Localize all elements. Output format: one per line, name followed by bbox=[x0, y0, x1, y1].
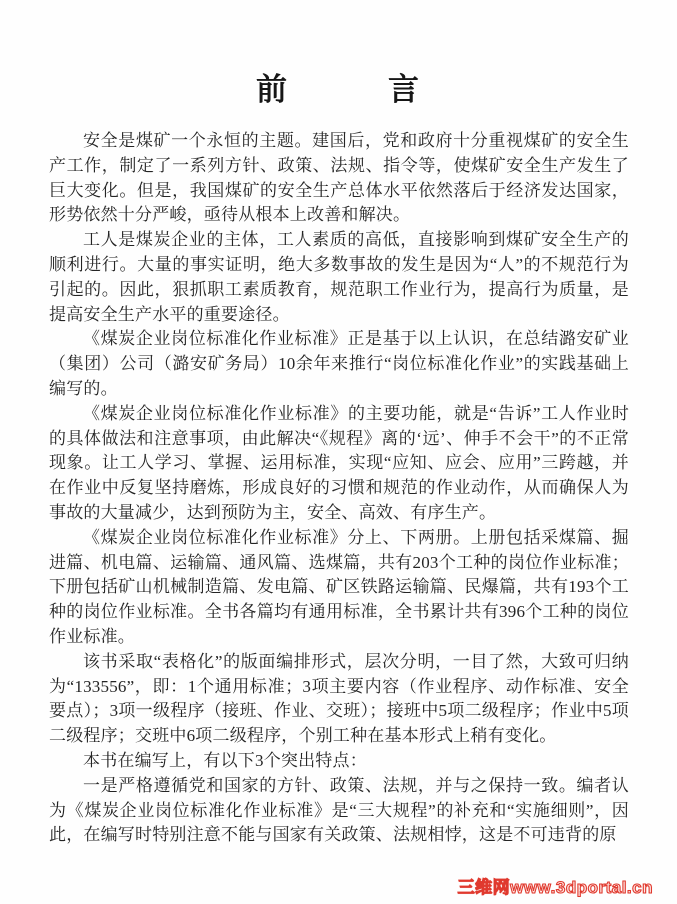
page-title: 前 言 bbox=[256, 72, 421, 107]
paragraph: 《煤炭企业岗位标准化作业标准》正是基于以上认识，在总结潞安矿业（集团）公司（潞安矿务局）10余年来推行“岗位标准化作业”的实践基础上编写的。 bbox=[49, 329, 629, 398]
paragraph: 一是严格遵循党和国家的方针、政策、法规，并与之保持一致。编者认为《煤炭企业岗位标准化作业标准》是“三大规程”的补充和“实施细则”，因此，在编写时特别注意不能与国家有关政策、法规相悖，这是不可违背的原 bbox=[49, 775, 629, 845]
paragraph: 本书在编写上，有以下3个突出特点： bbox=[83, 750, 367, 770]
paragraph: 该书采取“表格化”的版面编排形式，层次分明，一目了然，大致可归纳为“133556”，即：1个通用标准；3项主要内容（作业程序、动作标准、安全要点）；3项一级程序（接班、作业、交班）；接班中5项二级程序；作业中5项二级程序；交班中6项二级程序，个别工种在基本形式上稍有变化。 bbox=[49, 651, 629, 746]
paragraph: 工人是煤炭企业的主体，工人素质的高低，直接影响到煤矿安全生产的顺利进行。大量的事实证明，绝大多数事故的发生是因为“人”的不规范行为引起的。因此，狠抓职工素质教育，规范职工作业行为，提高行为质量，是提高安全生产水平的重要途径。 bbox=[49, 230, 629, 324]
paragraph: 安全是煤矿一个永恒的主题。建国后，党和政府十分重视煤矿的安全生产工作，制定了一系列方针、政策、法规、指令等，使煤矿安全生产发生了巨大变化。但是，我国煤矿的安全生产总体水平依然落后于经济发达国家，形势依然十分严峻，亟待从根本上改善和解决。 bbox=[49, 131, 629, 225]
paragraph: 《煤炭企业岗位标准化作业标准》的主要功能，就是“告诉”工人作业时的具体做法和注意事项，由此解决“《规程》离的‘远’、伸手不会干”的不正常现象。让工人学习、掌握、运用标准，实现“应知、应会、应用”三跨越，并在作业中反复坚持磨炼，形成良好的习惯和规范的作业动作，从而确保人为事故的大量减少，达到预防为主，安全、高效、有序生产。 bbox=[49, 403, 629, 522]
preface-body bbox=[49, 129, 629, 848]
paragraph: 《煤炭企业岗位标准化作业标准》分上、下两册。上册包括采煤篇、掘进篇、机电篇、运输篇、通风篇、选煤篇，共有203个工种的岗位作业标准；下册包括矿山机械制造篇、发电篇、矿区铁路运输篇、民爆篇，共有193个工种的岗位作业标准。全书各篇均有通用标准，全书累计共有396个工种的岗位作业标准。 bbox=[49, 527, 629, 646]
watermark: 三维网www.3dportal.cn bbox=[457, 878, 653, 897]
